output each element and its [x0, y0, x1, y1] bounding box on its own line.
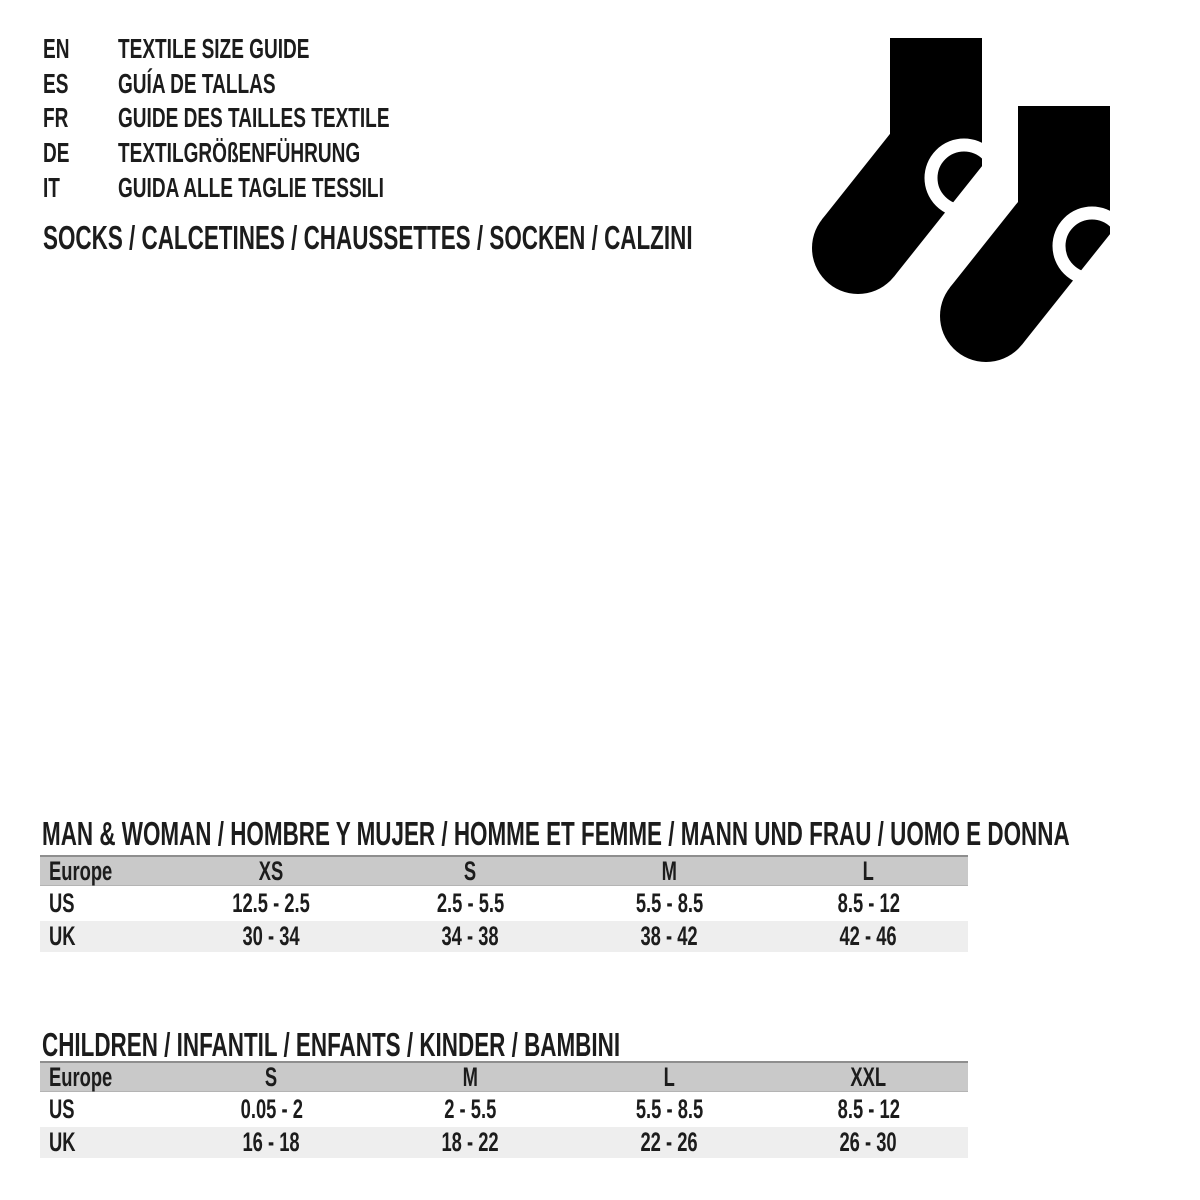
header-cell-size: XXL [850, 1061, 887, 1092]
language-code: IT [43, 171, 60, 203]
row-label: US [49, 888, 75, 918]
language-list [43, 32, 517, 205]
language-label: TEXTILE SIZE GUIDE [118, 33, 310, 65]
language-code: FR [43, 102, 69, 134]
language-code: ES [43, 67, 69, 99]
size-table-man-woman [40, 855, 968, 952]
table-cell: 2 - 5.5 [444, 1094, 497, 1124]
table-cell: 38 - 42 [640, 921, 699, 951]
table-row-us [40, 1094, 968, 1125]
language-label: GUIDA ALLE TAGLIE TESSILI [118, 171, 384, 203]
table-cell: 5.5 - 8.5 [635, 888, 704, 918]
table-cell: 8.5 - 12 [837, 888, 900, 918]
row-label: UK [49, 1127, 76, 1157]
table-cell: 26 - 30 [839, 1127, 898, 1157]
table-cell: 22 - 26 [640, 1127, 699, 1157]
table-cell: 16 - 18 [242, 1127, 301, 1157]
table-cell: 0.05 - 2 [240, 1094, 303, 1124]
language-label: GUÍA DE TALLAS [118, 67, 276, 99]
table-cell: 12.5 - 2.5 [232, 888, 311, 918]
table-title-man-woman: MAN & WOMAN / HOMBRE Y MUJER / HOMME ET FEMME / MANN UND FRAU / UOMO E DONNA [42, 815, 1070, 852]
header-cell-region: Europe [49, 855, 113, 886]
table-title-children: CHILDREN / INFANTIL / ENFANTS / KINDER / BAMBINI [42, 1026, 621, 1063]
header-cell-size: XS [259, 855, 284, 886]
language-row-de [43, 136, 517, 171]
language-code: DE [43, 137, 70, 169]
header-cell-size: M [661, 855, 678, 886]
language-label: TEXTILGRÖßENFÜHRUNG [118, 137, 361, 169]
header-cell-size: L [663, 1061, 676, 1092]
language-row-fr [43, 101, 517, 136]
table-header-row [40, 1063, 968, 1092]
table-cell: 2.5 - 5.5 [436, 888, 505, 918]
row-label: UK [49, 921, 76, 951]
table-row-uk [40, 921, 968, 952]
table-cell: 18 - 22 [441, 1127, 500, 1157]
language-row-en [43, 32, 517, 67]
header-cell-size: M [462, 1061, 479, 1092]
table-cell: 5.5 - 8.5 [635, 1094, 704, 1124]
table-cell: 42 - 46 [839, 921, 898, 951]
language-code: EN [43, 33, 70, 65]
language-label: GUIDE DES TAILLES TEXTILE [118, 102, 390, 134]
table-cell: 8.5 - 12 [837, 1094, 900, 1124]
size-table-children [40, 1061, 968, 1158]
table-row-uk [40, 1127, 968, 1158]
language-row-es [43, 67, 517, 102]
header-cell-size: S [265, 1061, 278, 1092]
table-cell: 34 - 38 [441, 921, 500, 951]
row-label: US [49, 1094, 75, 1124]
header-cell-region: Europe [49, 1061, 113, 1092]
language-row-it [43, 170, 517, 205]
table-cell: 30 - 34 [242, 921, 301, 951]
table-row-us [40, 888, 968, 919]
product-category-line: SOCKS / CALCETINES / CHAUSSETTES / SOCKEN / CALZINI [43, 219, 693, 256]
table-header-row [40, 857, 968, 886]
header-cell-size: L [862, 855, 875, 886]
header-cell-size: S [464, 855, 477, 886]
socks-icon [790, 20, 1132, 365]
